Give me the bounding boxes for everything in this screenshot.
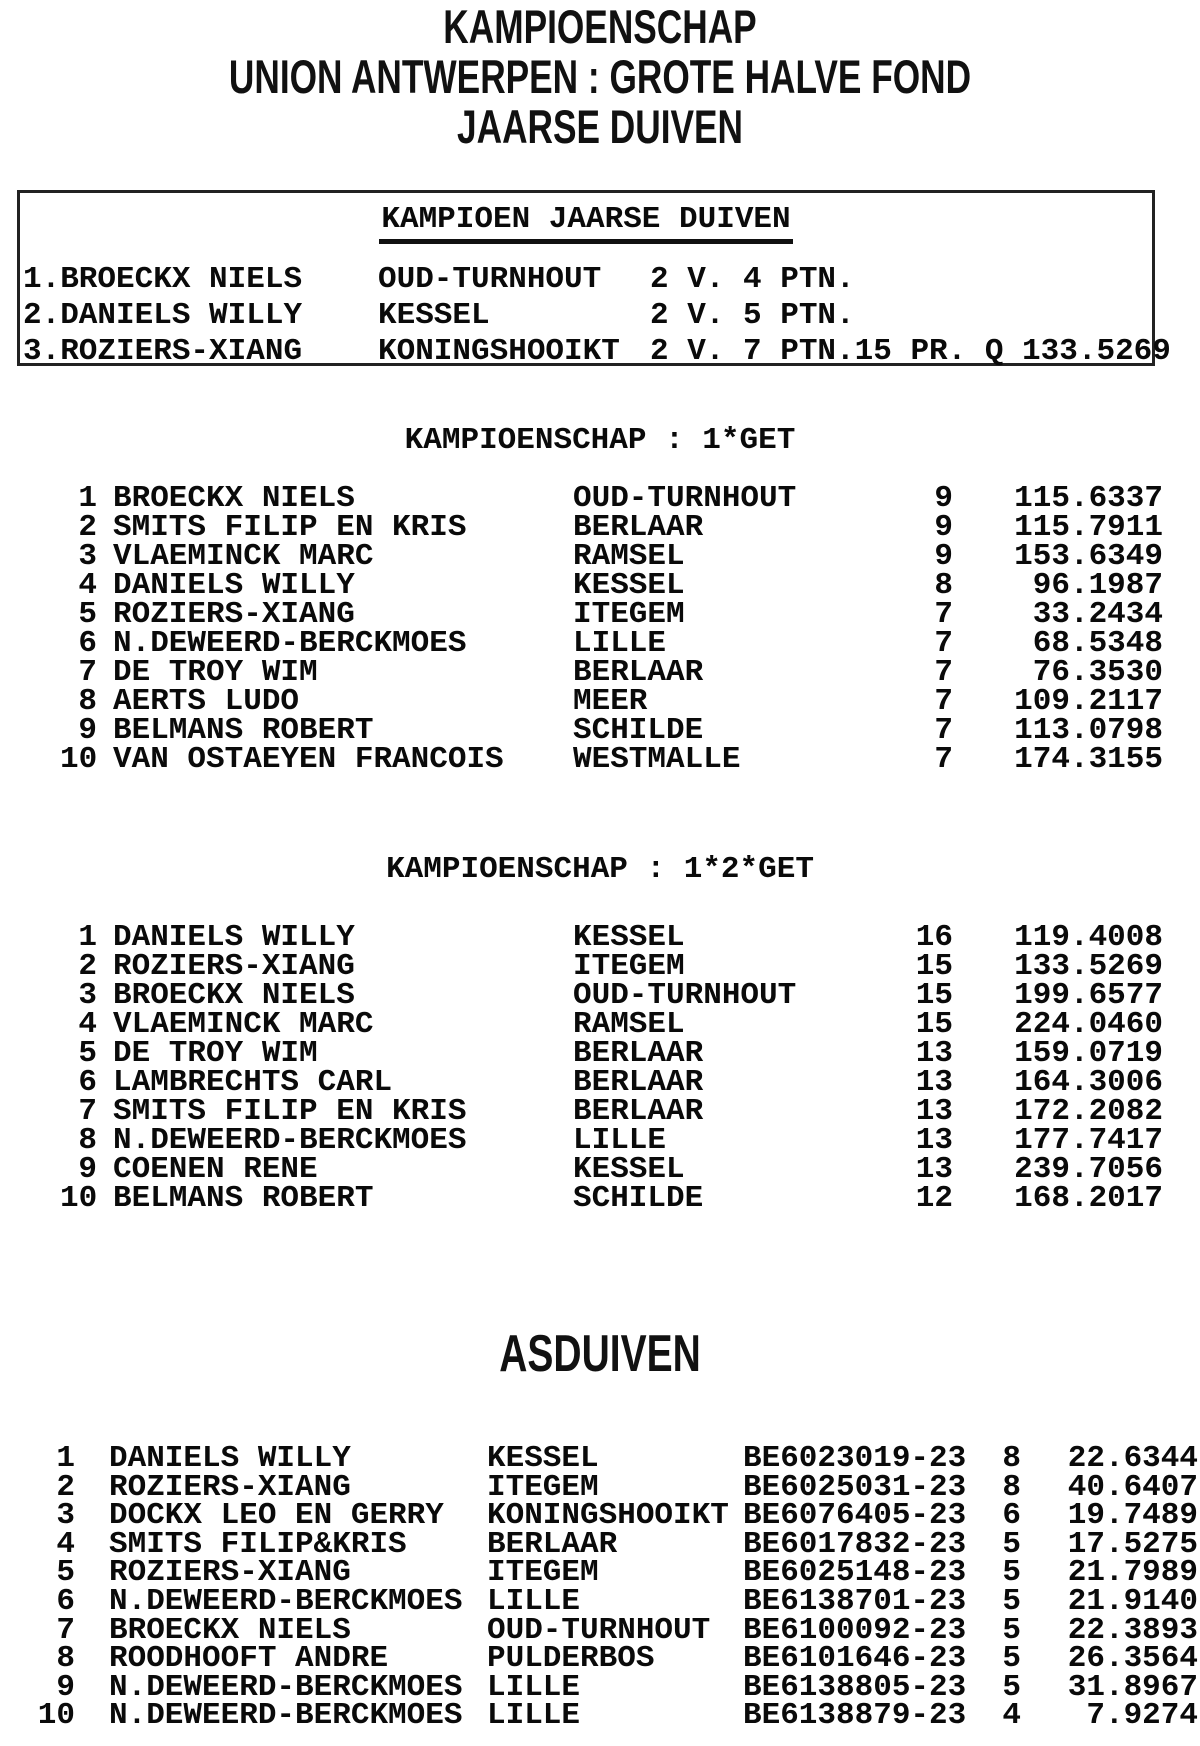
cell-result: 2 V. 5 PTN. bbox=[650, 298, 855, 333]
cell-name: BROECKX NIELS bbox=[113, 978, 355, 1013]
cell-rank: 9 bbox=[56, 1669, 75, 1705]
cell-points: 40.6407 bbox=[1067, 1469, 1198, 1505]
table-row bbox=[60, 597, 1163, 632]
cell-name: LAMBRECHTS CARL bbox=[113, 1065, 393, 1100]
cell-rank: 7 bbox=[56, 1612, 75, 1648]
cell-points: 133.5269 bbox=[1014, 949, 1163, 984]
cell-city: RAMSEL bbox=[573, 1007, 685, 1042]
cell-city: KESSEL bbox=[487, 1441, 599, 1476]
table-row bbox=[60, 1123, 1163, 1158]
cell-city: BERLAAR bbox=[573, 1036, 704, 1071]
table-asduiven bbox=[20, 1441, 1198, 1734]
table-kampioenschap-1-2get bbox=[60, 920, 1163, 1216]
table-row bbox=[60, 1007, 1163, 1042]
cell-city: OUD-TURNHOUT bbox=[573, 978, 797, 1013]
cell-count: 15 bbox=[915, 978, 953, 1013]
cell-name: DE TROY WIM bbox=[113, 1036, 318, 1071]
cell-city: OUD-TURNHOUT bbox=[378, 262, 602, 297]
cell-city: OUD-TURNHOUT bbox=[573, 481, 797, 516]
cell-city: ITEGEM bbox=[573, 949, 685, 984]
cell-count: 15 bbox=[915, 1007, 953, 1042]
champion-box-heading: KAMPIOEN JAARSE DUIVEN bbox=[379, 203, 792, 244]
table-kampioenschap-1get bbox=[60, 481, 1163, 777]
cell-city: BERLAAR bbox=[573, 510, 704, 545]
page-title-line-1: KAMPIOENSCHAP bbox=[443, 0, 757, 53]
cell-points: 159.0719 bbox=[1014, 1036, 1163, 1071]
cell-points: 113.0798 bbox=[1014, 713, 1163, 748]
cell-city: LILLE bbox=[487, 1583, 581, 1619]
page-title bbox=[0, 2, 1200, 152]
cell-count: 7 bbox=[934, 597, 953, 632]
cell-points: 119.4008 bbox=[1014, 920, 1163, 955]
cell-ring-number: BE6138805-23 bbox=[743, 1669, 967, 1705]
cell-count: 4 bbox=[1002, 1698, 1021, 1734]
cell-count: 12 bbox=[915, 1181, 953, 1216]
cell-city: LILLE bbox=[487, 1669, 581, 1705]
cell-name: VLAEMINCK MARC bbox=[113, 1007, 374, 1042]
cell-name: N.DEWEERD-BERCKMOES bbox=[109, 1583, 463, 1619]
cell-rank: 2 bbox=[78, 510, 97, 545]
cell-points: 109.2117 bbox=[1014, 684, 1163, 719]
cell-points: 7.9274 bbox=[1086, 1698, 1198, 1734]
cell-name: N.DEWEERD-BERCKMOES bbox=[109, 1669, 463, 1705]
cell-name: AERTS LUDO bbox=[113, 684, 300, 719]
cell-count: 13 bbox=[915, 1065, 953, 1100]
cell-points: 164.3006 bbox=[1014, 1065, 1163, 1100]
cell-name: BROECKX NIELS bbox=[113, 481, 355, 516]
cell-name: ROZIERS-XIANG bbox=[109, 1555, 351, 1591]
cell-rank: 1 bbox=[78, 920, 97, 955]
cell-count: 8 bbox=[1002, 1469, 1021, 1505]
cell-result: 2 V. 7 PTN.15 PR. Q 133.5269 bbox=[650, 334, 1171, 369]
cell-points: 19.7489 bbox=[1067, 1498, 1198, 1534]
cell-points: 31.8967 bbox=[1067, 1669, 1198, 1705]
cell-name: BROECKX NIELS bbox=[109, 1612, 351, 1648]
cell-rank: 4 bbox=[56, 1526, 75, 1562]
cell-ring-number: BE6023019-23 bbox=[743, 1441, 967, 1476]
table-row bbox=[60, 1094, 1163, 1129]
cell-name: SMITS FILIP EN KRIS bbox=[113, 1094, 467, 1129]
table-row bbox=[60, 742, 1163, 777]
cell-points: 153.6349 bbox=[1014, 539, 1163, 574]
cell-name: DE TROY WIM bbox=[113, 655, 318, 690]
cell-rank: 3 bbox=[56, 1498, 75, 1534]
cell-city: ITEGEM bbox=[487, 1469, 599, 1505]
table-row bbox=[60, 568, 1163, 603]
table-row bbox=[20, 1698, 1198, 1734]
cell-city: PULDERBOS bbox=[487, 1641, 655, 1677]
cell-count: 9 bbox=[934, 481, 953, 516]
cell-name: SMITS FILIP EN KRIS bbox=[113, 510, 467, 545]
cell-rank: 3 bbox=[78, 978, 97, 1013]
cell-city: ITEGEM bbox=[573, 597, 685, 632]
cell-name: BELMANS ROBERT bbox=[113, 1181, 374, 1216]
cell-name: ROZIERS-XIANG bbox=[109, 1469, 351, 1505]
asduiven-heading: ASDUIVEN bbox=[499, 1325, 701, 1383]
cell-city: SCHILDE bbox=[573, 713, 704, 748]
cell-points: 22.6344 bbox=[1067, 1441, 1198, 1476]
cell-points: 115.7911 bbox=[1014, 510, 1163, 545]
cell-rank: 8 bbox=[78, 1123, 97, 1158]
table-row bbox=[60, 1065, 1163, 1100]
champion-box bbox=[17, 190, 1171, 369]
cell-name: N.DEWEERD-BERCKMOES bbox=[113, 1123, 467, 1158]
cell-city: MEER bbox=[573, 684, 648, 719]
cell-city: BERLAAR bbox=[573, 1065, 704, 1100]
cell-rank: 8 bbox=[78, 684, 97, 719]
cell-city: LILLE bbox=[487, 1698, 581, 1734]
cell-city: OUD-TURNHOUT bbox=[487, 1612, 711, 1648]
cell-rank: 9 bbox=[78, 1152, 97, 1187]
page-title-line-3: JAARSE DUIVEN bbox=[457, 100, 743, 153]
cell-points: 96.1987 bbox=[1032, 568, 1163, 603]
cell-points: 22.3893 bbox=[1067, 1612, 1198, 1648]
cell-count: 7 bbox=[934, 684, 953, 719]
cell-count: 16 bbox=[915, 920, 953, 955]
cell-rank: 6 bbox=[78, 1065, 97, 1100]
table-row bbox=[60, 1036, 1163, 1071]
cell-name: VAN OSTAEYEN FRANCOIS bbox=[113, 742, 504, 777]
cell-name: COENEN RENE bbox=[113, 1152, 318, 1187]
cell-points: 168.2017 bbox=[1014, 1181, 1163, 1216]
table-row bbox=[60, 684, 1163, 719]
cell-count: 13 bbox=[915, 1094, 953, 1129]
table-row bbox=[60, 713, 1163, 748]
cell-count: 15 bbox=[915, 949, 953, 984]
cell-points: 199.6577 bbox=[1014, 978, 1163, 1013]
cell-ring-number: BE6101646-23 bbox=[743, 1641, 967, 1677]
cell-name: DANIELS WILLY bbox=[113, 920, 355, 955]
cell-count: 5 bbox=[1002, 1583, 1021, 1619]
cell-count: 13 bbox=[915, 1152, 953, 1187]
cell-rank: 5 bbox=[78, 597, 97, 632]
cell-name: SMITS FILIP&KRIS bbox=[109, 1526, 407, 1562]
cell-ring-number: BE6138701-23 bbox=[743, 1583, 967, 1619]
cell-count: 8 bbox=[934, 568, 953, 603]
section-heading-1-2get: KAMPIOENSCHAP : 1*2*GET bbox=[386, 852, 814, 887]
cell-count: 13 bbox=[915, 1036, 953, 1071]
cell-points: 177.7417 bbox=[1014, 1123, 1163, 1158]
cell-count: 5 bbox=[1002, 1555, 1021, 1591]
cell-points: 174.3155 bbox=[1014, 742, 1163, 777]
cell-city: BERLAAR bbox=[573, 655, 704, 690]
cell-name: VLAEMINCK MARC bbox=[113, 539, 374, 574]
cell-points: 21.7989 bbox=[1067, 1555, 1198, 1591]
cell-rank: 6 bbox=[56, 1583, 75, 1619]
cell-ring-number: BE6138879-23 bbox=[743, 1698, 967, 1734]
cell-rank: 8 bbox=[56, 1641, 75, 1677]
cell-rank: 4 bbox=[78, 568, 97, 603]
table-row bbox=[60, 1181, 1163, 1216]
table-row bbox=[60, 626, 1163, 661]
cell-city: BERLAAR bbox=[487, 1526, 618, 1562]
cell-points: 17.5275 bbox=[1067, 1526, 1198, 1562]
table-row bbox=[60, 655, 1163, 690]
table-row bbox=[20, 262, 1152, 298]
cell-rank: 1 bbox=[78, 481, 97, 516]
section-heading-1get: KAMPIOENSCHAP : 1*GET bbox=[404, 423, 796, 458]
table-row bbox=[60, 539, 1163, 574]
table-row bbox=[60, 978, 1163, 1013]
cell-count: 7 bbox=[934, 655, 953, 690]
cell-rank: 1 bbox=[56, 1441, 75, 1476]
cell-city: SCHILDE bbox=[573, 1181, 704, 1216]
cell-points: 115.6337 bbox=[1014, 481, 1163, 516]
cell-count: 9 bbox=[934, 510, 953, 545]
table-row bbox=[60, 510, 1163, 545]
cell-count: 7 bbox=[934, 742, 953, 777]
cell-name: DANIELS WILLY bbox=[109, 1441, 351, 1476]
cell-rank: 5 bbox=[56, 1555, 75, 1591]
cell-name: DOCKX LEO EN GERRY bbox=[109, 1498, 444, 1534]
cell-name: ROODHOOFT ANDRE bbox=[109, 1641, 389, 1677]
cell-count: 13 bbox=[915, 1123, 953, 1158]
cell-name: N.DEWEERD-BERCKMOES bbox=[109, 1698, 463, 1734]
cell-rank: 10 bbox=[60, 742, 98, 777]
cell-city: KONINGSHOOIKT bbox=[378, 334, 620, 369]
cell-rank: 10 bbox=[37, 1698, 75, 1734]
cell-name: ROZIERS-XIANG bbox=[113, 597, 355, 632]
table-row bbox=[60, 920, 1163, 955]
cell-ring-number: BE6100092-23 bbox=[743, 1612, 967, 1648]
cell-city: BERLAAR bbox=[573, 1094, 704, 1129]
cell-name: ROZIERS-XIANG bbox=[113, 949, 355, 984]
table-row bbox=[60, 481, 1163, 516]
cell-points: 172.2082 bbox=[1014, 1094, 1163, 1129]
cell-rank: 4 bbox=[78, 1007, 97, 1042]
cell-count: 5 bbox=[1002, 1669, 1021, 1705]
cell-count: 7 bbox=[934, 626, 953, 661]
cell-points: 239.7056 bbox=[1014, 1152, 1163, 1187]
cell-city: KESSEL bbox=[573, 1152, 685, 1187]
cell-city: LILLE bbox=[573, 626, 667, 661]
cell-count: 5 bbox=[1002, 1526, 1021, 1562]
cell-ring-number: BE6017832-23 bbox=[743, 1526, 967, 1562]
cell-rank: 7 bbox=[78, 655, 97, 690]
cell-city: KONINGSHOOIKT bbox=[487, 1498, 729, 1534]
cell-city: KESSEL bbox=[573, 568, 685, 603]
cell-city: KESSEL bbox=[378, 298, 490, 333]
cell-rank: 6 bbox=[78, 626, 97, 661]
cell-count: 7 bbox=[934, 713, 953, 748]
champion-box-rows bbox=[20, 262, 1171, 370]
cell-rank: 10 bbox=[60, 1181, 98, 1216]
cell-rank: 5 bbox=[78, 1036, 97, 1071]
cell-rank: 3 bbox=[78, 539, 97, 574]
cell-count: 8 bbox=[1002, 1441, 1021, 1476]
cell-points: 21.9140 bbox=[1067, 1583, 1198, 1619]
cell-result: 2 V. 4 PTN. bbox=[650, 262, 855, 297]
cell-points: 33.2434 bbox=[1032, 597, 1163, 632]
cell-entry: 3.ROZIERS-XIANG bbox=[23, 334, 303, 369]
table-row bbox=[60, 1152, 1163, 1187]
cell-city: WESTMALLE bbox=[573, 742, 741, 777]
cell-city: RAMSEL bbox=[573, 539, 685, 574]
cell-city: ITEGEM bbox=[487, 1555, 599, 1591]
cell-count: 5 bbox=[1002, 1612, 1021, 1648]
cell-ring-number: BE6025148-23 bbox=[743, 1555, 967, 1591]
cell-rank: 9 bbox=[78, 713, 97, 748]
cell-entry: 2.DANIELS WILLY bbox=[23, 298, 303, 333]
cell-rank: 7 bbox=[78, 1094, 97, 1129]
cell-ring-number: BE6076405-23 bbox=[743, 1498, 967, 1534]
cell-rank: 2 bbox=[78, 949, 97, 984]
cell-ring-number: BE6025031-23 bbox=[743, 1469, 967, 1505]
cell-points: 26.3564 bbox=[1067, 1641, 1198, 1677]
cell-city: KESSEL bbox=[573, 920, 685, 955]
cell-name: DANIELS WILLY bbox=[113, 568, 355, 603]
champion-box-heading-wrap bbox=[20, 203, 1152, 244]
cell-entry: 1.BROECKX NIELS bbox=[23, 262, 303, 297]
cell-name: BELMANS ROBERT bbox=[113, 713, 374, 748]
table-row bbox=[20, 298, 1152, 334]
cell-rank: 2 bbox=[56, 1469, 75, 1505]
page-title-line-2: UNION ANTWERPEN : GROTE HALVE FOND bbox=[228, 50, 972, 103]
cell-count: 9 bbox=[934, 539, 953, 574]
cell-count: 5 bbox=[1002, 1641, 1021, 1677]
cell-points: 68.5348 bbox=[1032, 626, 1163, 661]
table-row bbox=[20, 334, 1171, 370]
cell-points: 224.0460 bbox=[1014, 1007, 1163, 1042]
table-row bbox=[60, 949, 1163, 984]
cell-city: LILLE bbox=[573, 1123, 667, 1158]
cell-count: 6 bbox=[1002, 1498, 1021, 1534]
cell-points: 76.3530 bbox=[1032, 655, 1163, 690]
cell-name: N.DEWEERD-BERCKMOES bbox=[113, 626, 467, 661]
